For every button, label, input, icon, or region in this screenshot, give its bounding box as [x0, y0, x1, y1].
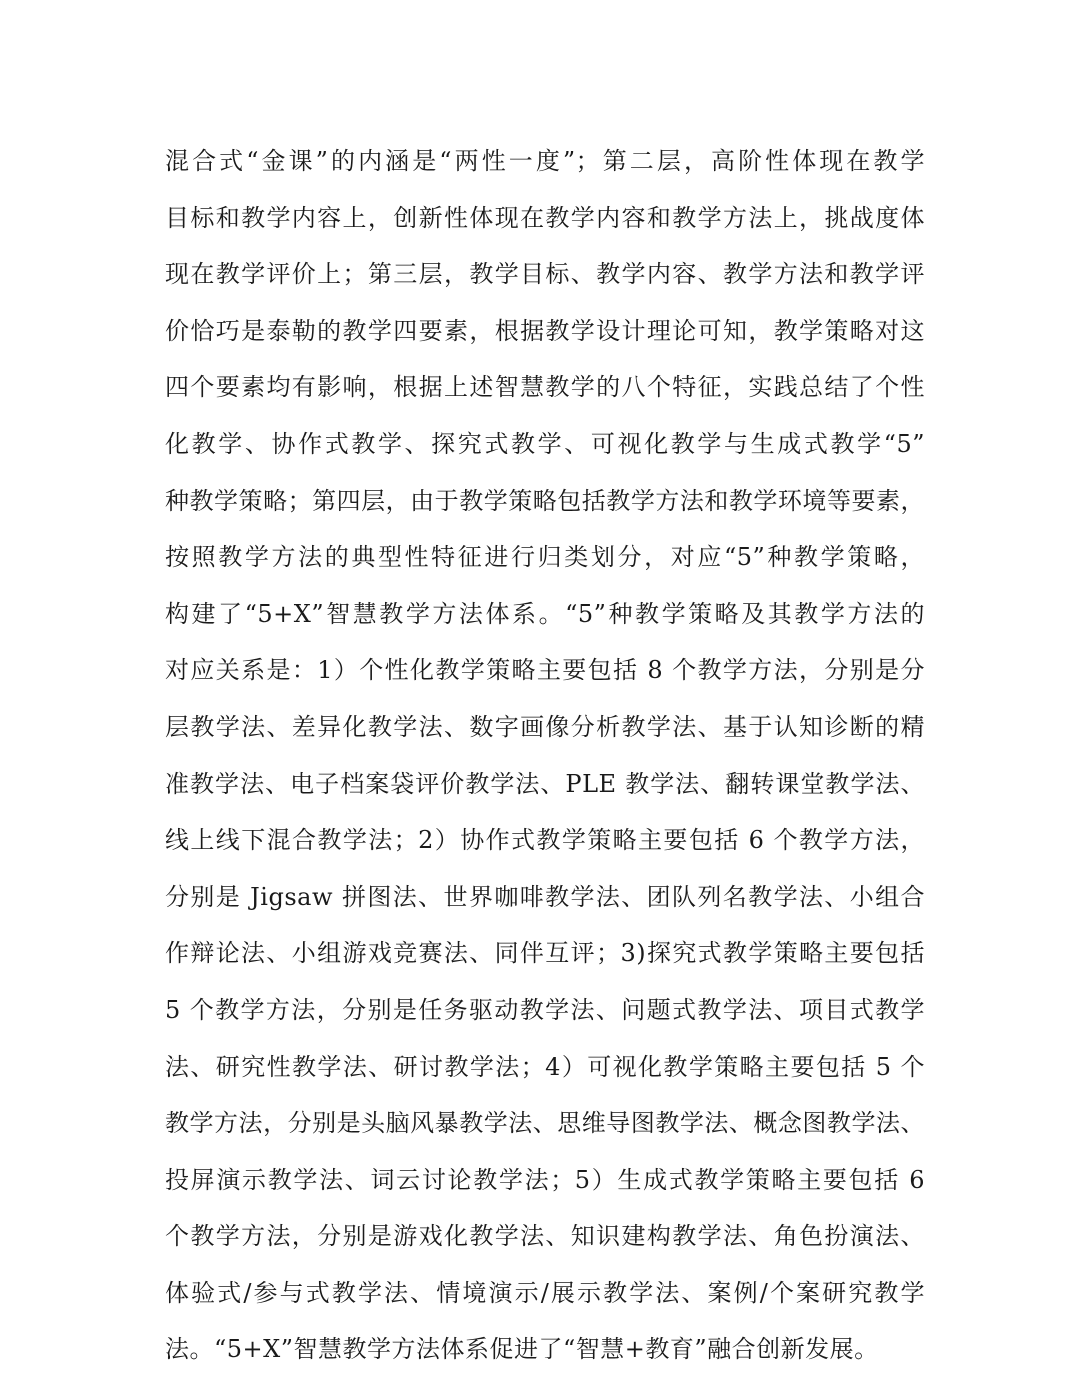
text-line-5: 四个要素均有影响，根据上述智慧教学的八个特征，实践总结了个性 [165, 373, 925, 402]
text-line-8: 按照教学方法的典型性特征进行归类划分，对应“5”种教学策略， [165, 543, 925, 572]
text-line-2: 目标和教学内容上，创新性体现在教学内容和教学方法上，挑战度体 [165, 203, 925, 232]
text-line-11: 层教学法、差异化教学法、数字画像分析教学法、基于认知诊断的精 [165, 712, 925, 741]
text-line-18: 教学方法，分别是头脑风暴教学法、思维导图教学法、概念图教学法、 [165, 1109, 925, 1138]
text-line-20: 个教学方法，分别是游戏化教学法、知识建构教学法、角色扮演法、 [165, 1222, 925, 1251]
text-line-14: 分别是 Jigsaw 拼图法、世界咖啡教学法、团队列名教学法、小组合 [165, 882, 925, 911]
text-line-12: 准教学法、电子档案袋评价教学法、PLE 教学法、翻转课堂教学法、 [165, 769, 925, 798]
text-line-7: 种教学策略；第四层，由于教学策略包括教学方法和教学环境等要素， [165, 486, 925, 515]
body-paragraph [165, 136, 925, 1381]
text-line-17: 法、研究性教学法、研讨教学法；4）可视化教学策略主要包括 5 个 [165, 1052, 925, 1081]
text-line-4: 价恰巧是泰勒的教学四要素，根据教学设计理论可知，教学策略对这 [165, 316, 925, 345]
text-line-22: 法。“5+X”智慧教学方法体系促进了“智慧+教育”融合创新发展。 [165, 1335, 879, 1364]
text-line-6: 化教学、协作式教学、探究式教学、可视化教学与生成式教学“5” [165, 429, 925, 458]
text-line-21: 体验式/参与式教学法、情境演示/展示教学法、案例/个案研究教学 [165, 1278, 925, 1307]
text-line-15: 作辩论法、小组游戏竞赛法、同伴互评；3)探究式教学策略主要包括 [165, 939, 925, 968]
text-line-16: 5 个教学方法，分别是任务驱动教学法、问题式教学法、项目式教学 [165, 995, 925, 1024]
text-line-1: 混合式“金课”的内涵是“两性一度”；第二层，高阶性体现在教学 [165, 147, 925, 175]
text-line-13: 线上线下混合教学法；2）协作式教学策略主要包括 6 个教学方法， [165, 826, 925, 855]
text-line-10: 对应关系是：1）个性化教学策略主要包括 8 个教学方法，分别是分 [165, 656, 925, 685]
text-line-3: 现在教学评价上；第三层，教学目标、教学内容、教学方法和教学评 [165, 260, 925, 289]
text-line-9: 构建了“5+X”智慧教学方法体系。“5”种教学策略及其教学方法的 [165, 599, 925, 628]
text-line-19: 投屏演示教学法、词云讨论教学法；5）生成式教学策略主要包括 6 [165, 1165, 925, 1194]
